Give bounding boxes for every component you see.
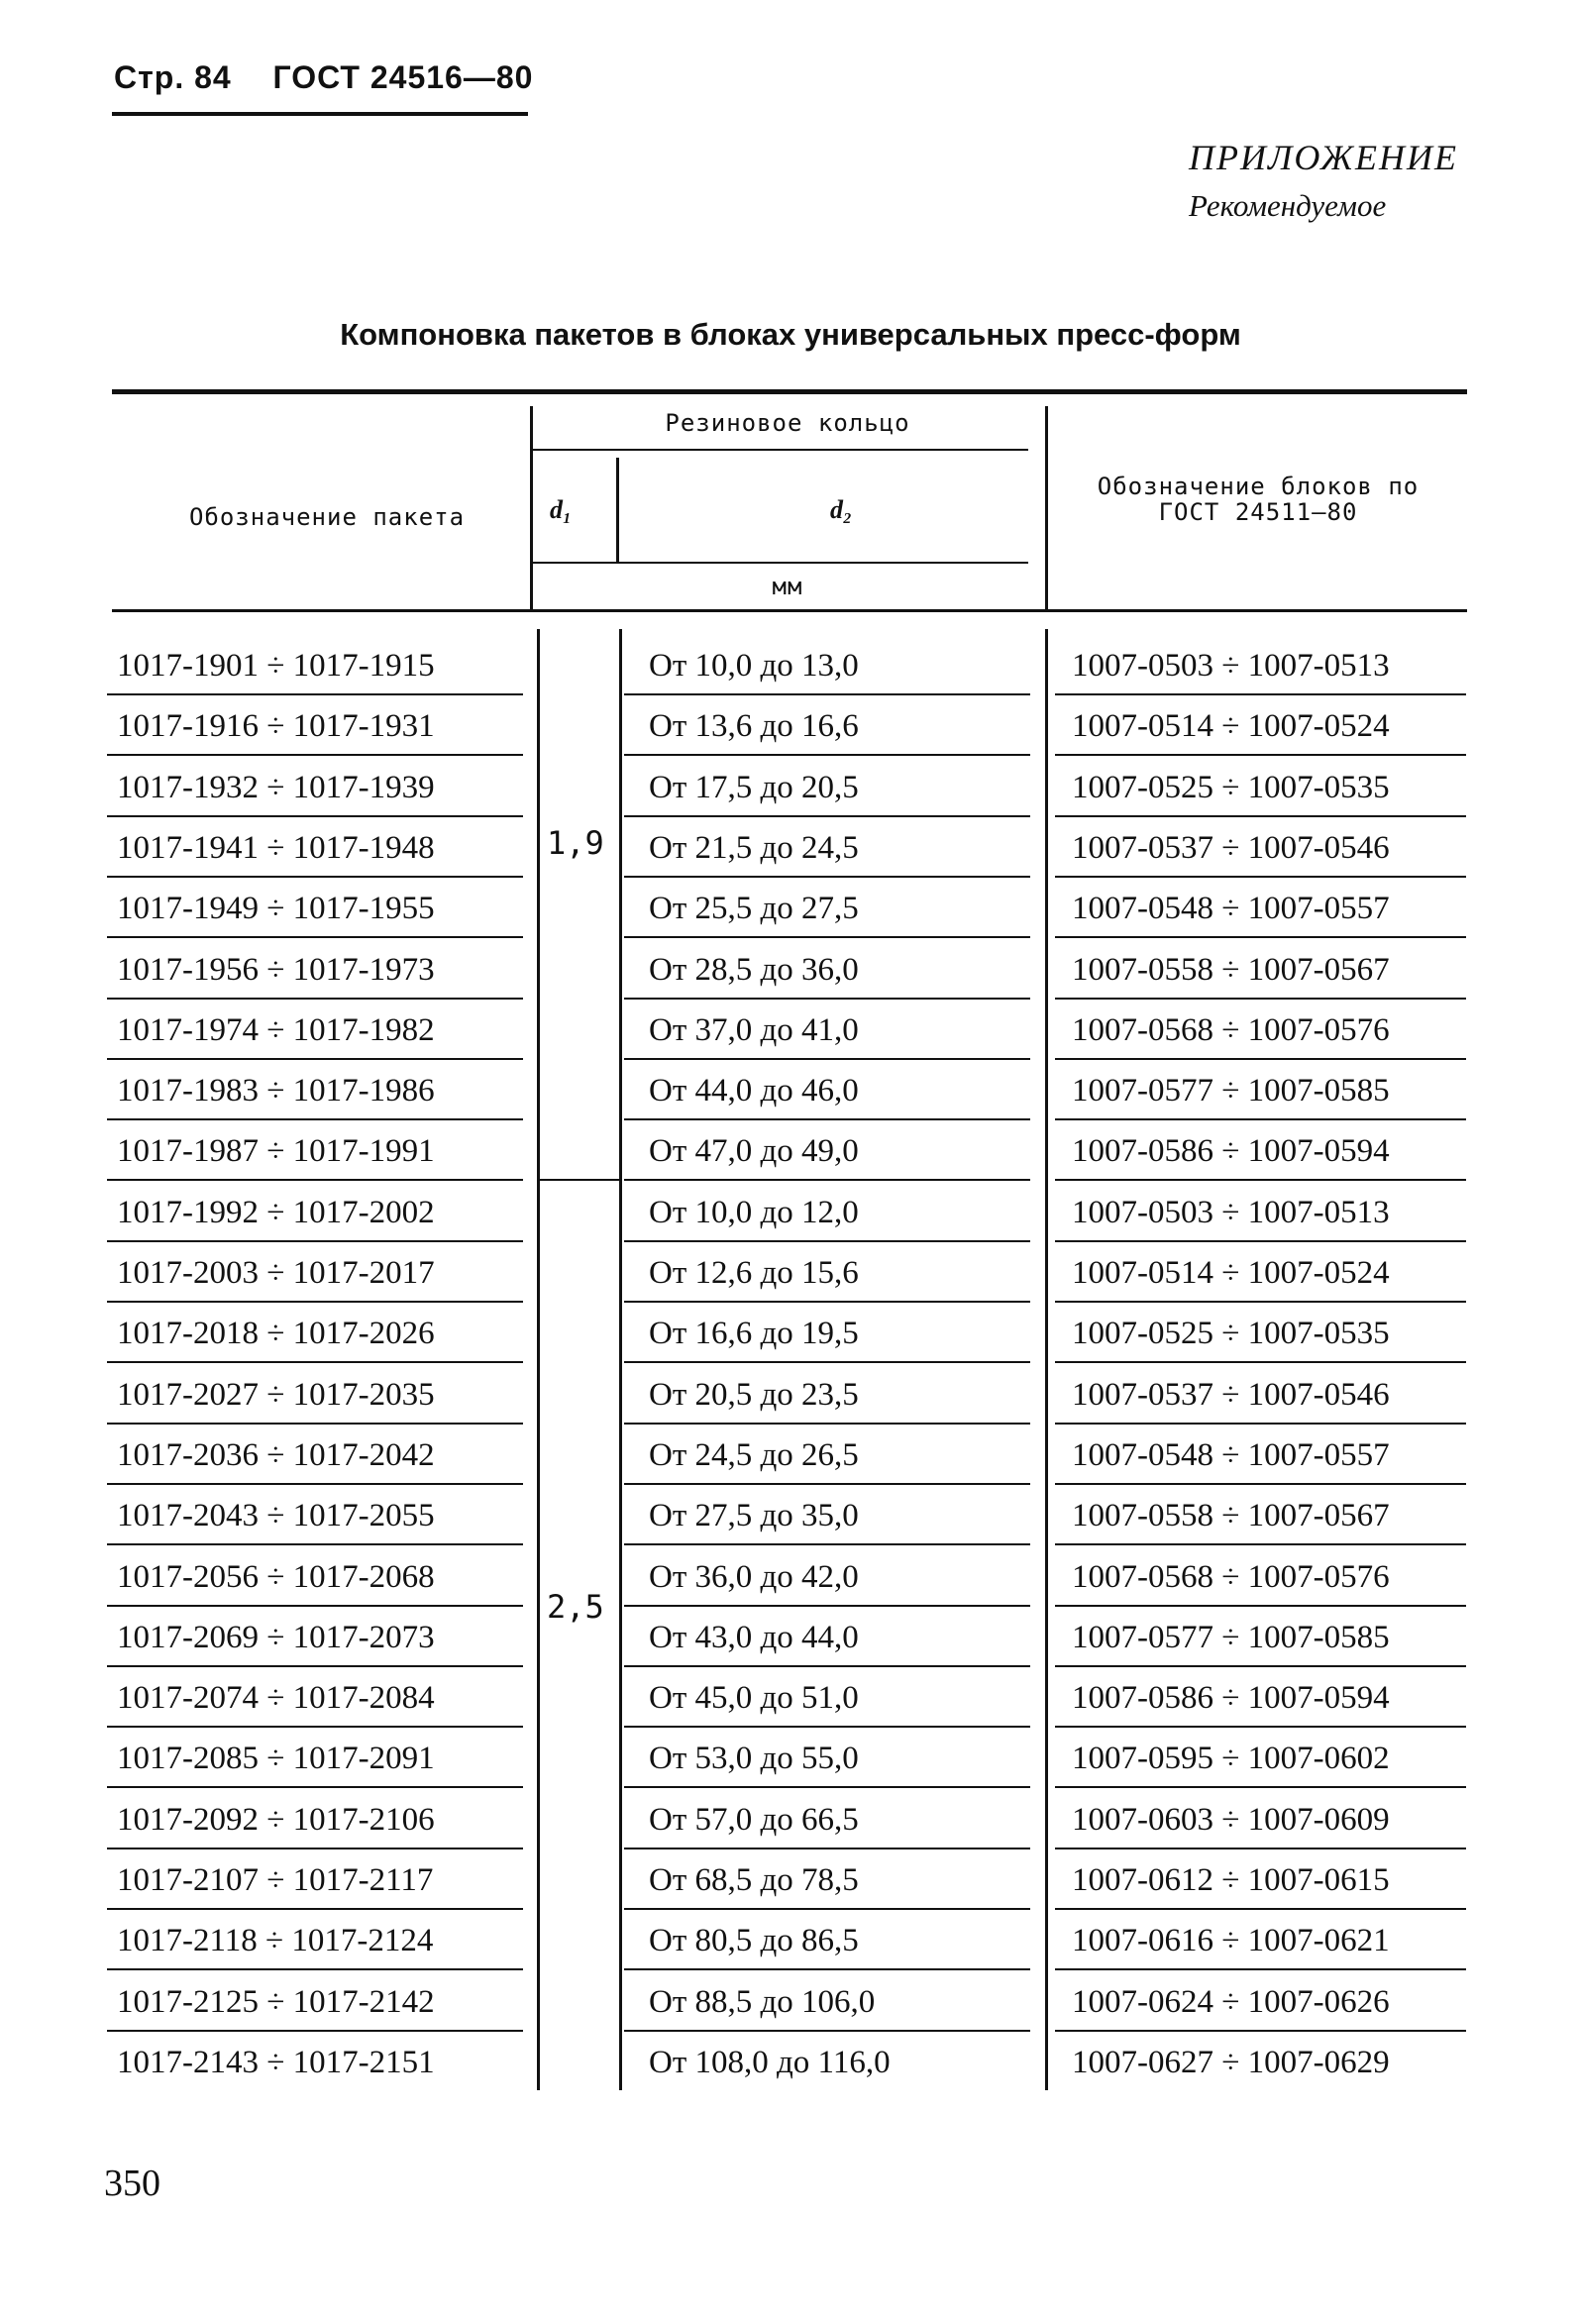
row-rule	[624, 1665, 1030, 1667]
d1-group-2: 2,5	[547, 1588, 604, 1626]
row-d2-range: От 16,6 до 19,5	[649, 1316, 859, 1351]
row-d2-range: От 21,5 до 24,5	[649, 830, 859, 866]
page-reference: Стр. 84	[114, 59, 232, 95]
row-rule	[1055, 1301, 1466, 1303]
row-d2-range: От 47,0 до 49,0	[649, 1133, 859, 1169]
standard-designation: ГОСТ 24516—80	[272, 59, 534, 95]
row-package: 1017-2018 ÷ 1017-2026	[117, 1316, 435, 1351]
row-blocks: 1007-0537 ÷ 1007-0546	[1072, 1377, 1390, 1413]
row-rule	[107, 1605, 523, 1607]
row-blocks: 1007-0514 ÷ 1007-0524	[1072, 708, 1390, 744]
row-d2-range: От 25,5 до 27,5	[649, 891, 859, 926]
row-rule	[107, 1908, 523, 1910]
row-blocks: 1007-0525 ÷ 1007-0535	[1072, 770, 1390, 805]
row-rule	[107, 815, 523, 817]
row-rule	[107, 1665, 523, 1667]
row-blocks: 1007-0503 ÷ 1007-0513	[1072, 648, 1390, 684]
row-rule	[624, 2030, 1030, 2032]
header-unit: мм	[772, 573, 803, 600]
row-package: 1017-1916 ÷ 1017-1931	[117, 708, 435, 744]
row-rule	[1055, 815, 1466, 817]
row-rule	[1055, 936, 1466, 938]
d1-group-separator	[540, 1179, 619, 1181]
row-rule	[1055, 876, 1466, 878]
row-d2-range: От 24,5 до 26,5	[649, 1437, 859, 1473]
row-rule	[1055, 1179, 1466, 1181]
row-d2-range: От 36,0 до 42,0	[649, 1559, 859, 1595]
row-rule	[624, 1118, 1030, 1120]
ring-header-divider	[530, 406, 533, 609]
row-rule	[1055, 1665, 1466, 1667]
row-rule	[624, 693, 1030, 695]
row-rule	[624, 1483, 1030, 1485]
row-rule	[107, 2030, 523, 2032]
row-blocks: 1007-0558 ÷ 1007-0567	[1072, 952, 1390, 988]
row-blocks: 1007-0577 ÷ 1007-0585	[1072, 1620, 1390, 1655]
row-package: 1017-2125 ÷ 1017-2142	[117, 1984, 435, 2020]
row-rule	[1055, 1786, 1466, 1788]
row-blocks: 1007-0558 ÷ 1007-0567	[1072, 1498, 1390, 1533]
row-package: 1017-2085 ÷ 1017-2091	[117, 1741, 435, 1776]
row-package: 1017-2074 ÷ 1017-2084	[117, 1680, 435, 1716]
row-blocks: 1007-0503 ÷ 1007-0513	[1072, 1195, 1390, 1230]
row-package: 1017-1987 ÷ 1017-1991	[117, 1133, 435, 1169]
d1-group-1: 1,9	[547, 824, 604, 862]
row-rule	[107, 876, 523, 878]
row-rule	[1055, 1483, 1466, 1485]
row-blocks: 1007-0624 ÷ 1007-0626	[1072, 1984, 1390, 2020]
row-rule	[624, 754, 1030, 756]
row-rule	[107, 1483, 523, 1485]
row-rule	[107, 1240, 523, 1242]
row-package: 1017-2092 ÷ 1017-2106	[117, 1802, 435, 1838]
row-rule	[624, 1423, 1030, 1425]
row-rule	[624, 1543, 1030, 1545]
row-rule	[624, 1605, 1030, 1607]
row-rule	[107, 1423, 523, 1425]
row-package: 1017-2107 ÷ 1017-2117	[117, 1862, 434, 1898]
row-blocks: 1007-0525 ÷ 1007-0535	[1072, 1316, 1390, 1351]
row-rule	[1055, 693, 1466, 695]
row-package: 1017-2003 ÷ 1017-2017	[117, 1255, 435, 1291]
row-rule	[1055, 1968, 1466, 1970]
row-rule	[624, 1179, 1030, 1181]
row-rule	[624, 998, 1030, 1000]
row-d2-range: От 43,0 до 44,0	[649, 1620, 859, 1655]
row-d2-range: От 88,5 до 106,0	[649, 1984, 876, 2020]
unit-subrule	[533, 562, 1028, 564]
row-package: 1017-1941 ÷ 1017-1948	[117, 830, 435, 866]
row-rule	[624, 1058, 1030, 1060]
row-blocks: 1007-0548 ÷ 1007-0557	[1072, 1437, 1390, 1473]
row-blocks: 1007-0586 ÷ 1007-0594	[1072, 1680, 1390, 1716]
row-package: 1017-2056 ÷ 1017-2068	[117, 1559, 435, 1595]
row-rule	[624, 936, 1030, 938]
row-rule	[624, 1361, 1030, 1363]
row-d2-range: От 45,0 до 51,0	[649, 1680, 859, 1716]
row-rule	[107, 693, 523, 695]
row-d2-range: От 44,0 до 46,0	[649, 1073, 859, 1109]
row-rule	[107, 1301, 523, 1303]
row-package: 1017-2043 ÷ 1017-2055	[117, 1498, 435, 1533]
row-d2-range: От 28,5 до 36,0	[649, 952, 859, 988]
body-divider-d1-right	[619, 629, 622, 2090]
row-rule	[1055, 998, 1466, 1000]
row-blocks: 1007-0568 ÷ 1007-0576	[1072, 1559, 1390, 1595]
body-divider-d1-left	[537, 629, 540, 2090]
row-d2-range: От 37,0 до 41,0	[649, 1012, 859, 1048]
row-d2-range: От 80,5 до 86,5	[649, 1923, 859, 1958]
row-d2-range: От 17,5 до 20,5	[649, 770, 859, 805]
row-rule	[107, 936, 523, 938]
table-top-rule	[112, 389, 1467, 394]
page-number: 350	[104, 2163, 160, 2204]
row-rule	[1055, 1240, 1466, 1242]
row-rule	[107, 1543, 523, 1545]
row-rule	[107, 1786, 523, 1788]
row-blocks: 1007-0514 ÷ 1007-0524	[1072, 1255, 1390, 1291]
row-rule	[107, 1058, 523, 1060]
body-divider-blocks	[1045, 629, 1048, 2090]
row-d2-range: От 53,0 до 55,0	[649, 1741, 859, 1776]
row-package: 1017-2118 ÷ 1017-2124	[117, 1923, 434, 1958]
row-blocks: 1007-0595 ÷ 1007-0602	[1072, 1741, 1390, 1776]
row-package: 1017-2036 ÷ 1017-2042	[117, 1437, 435, 1473]
row-rule	[107, 1361, 523, 1363]
row-rule	[1055, 1118, 1466, 1120]
row-rule	[624, 1848, 1030, 1849]
header-bottom-rule	[112, 609, 1467, 612]
row-rule	[107, 1118, 523, 1120]
row-rule	[107, 1848, 523, 1849]
row-rule	[107, 1726, 523, 1728]
header-rubber-ring: Резиновое кольцо	[665, 409, 910, 437]
row-d2-range: От 12,6 до 15,6	[649, 1255, 859, 1291]
row-blocks: 1007-0603 ÷ 1007-0609	[1072, 1802, 1390, 1838]
row-rule	[624, 1786, 1030, 1788]
row-rule	[624, 815, 1030, 817]
row-d2-range: От 10,0 до 13,0	[649, 648, 859, 684]
row-blocks: 1007-0612 ÷ 1007-0615	[1072, 1862, 1390, 1898]
row-rule	[1055, 1908, 1466, 1910]
row-package: 1017-1901 ÷ 1017-1915	[117, 648, 435, 684]
row-rule	[1055, 1361, 1466, 1363]
ring-subrule	[533, 449, 1028, 451]
row-rule	[1055, 754, 1466, 756]
header-d1: d₁	[550, 495, 573, 524]
row-rule	[624, 876, 1030, 878]
row-blocks: 1007-0586 ÷ 1007-0594	[1072, 1133, 1390, 1169]
row-d2-range: От 20,5 до 23,5	[649, 1377, 859, 1413]
row-blocks: 1007-0548 ÷ 1007-0557	[1072, 891, 1390, 926]
row-rule	[624, 1240, 1030, 1242]
row-rule	[1055, 1848, 1466, 1849]
row-package: 1017-1983 ÷ 1017-1986	[117, 1073, 435, 1109]
header-d2: d₂	[830, 495, 853, 524]
row-rule	[624, 1908, 1030, 1910]
row-package: 1017-1992 ÷ 1017-2002	[117, 1195, 435, 1230]
row-blocks: 1007-0577 ÷ 1007-0585	[1072, 1073, 1390, 1109]
row-d2-range: От 10,0 до 12,0	[649, 1195, 859, 1230]
row-rule	[107, 1179, 523, 1181]
row-rule	[1055, 2030, 1466, 2032]
row-package: 1017-1974 ÷ 1017-1982	[117, 1012, 435, 1048]
d1-d2-divider	[616, 458, 619, 562]
row-rule	[624, 1301, 1030, 1303]
row-rule	[107, 754, 523, 756]
row-blocks: 1007-0616 ÷ 1007-0621	[1072, 1923, 1390, 1958]
row-rule	[1055, 1605, 1466, 1607]
row-blocks: 1007-0568 ÷ 1007-0576	[1072, 1012, 1390, 1048]
appendix-title: ПРИЛОЖЕНИЕ	[1189, 138, 1458, 177]
row-rule	[107, 1968, 523, 1970]
row-rule	[1055, 1726, 1466, 1728]
table-title: Компоновка пакетов в блоках универсальных пресс-форм	[340, 317, 1241, 352]
row-rule	[1055, 1423, 1466, 1425]
header-blocks: Обозначение блоков по ГОСТ 24511—80	[1097, 473, 1420, 526]
row-rule	[1055, 1058, 1466, 1060]
row-d2-range: От 27,5 до 35,0	[649, 1498, 859, 1533]
row-rule	[1055, 1543, 1466, 1545]
row-package: 1017-1949 ÷ 1017-1955	[117, 891, 435, 926]
row-rule	[624, 1726, 1030, 1728]
row-package: 1017-2069 ÷ 1017-2073	[117, 1620, 435, 1655]
header-package: Обозначение пакета	[188, 503, 466, 531]
row-rule	[624, 1968, 1030, 1970]
row-d2-range: От 68,5 до 78,5	[649, 1862, 859, 1898]
row-package: 1017-1956 ÷ 1017-1973	[117, 952, 435, 988]
appendix-subtitle: Рекомендуемое	[1189, 188, 1387, 223]
row-blocks: 1007-0537 ÷ 1007-0546	[1072, 830, 1390, 866]
header-rule	[112, 112, 528, 116]
row-package: 1017-1932 ÷ 1017-1939	[117, 770, 435, 805]
row-package: 1017-2143 ÷ 1017-2151	[117, 2045, 435, 2080]
row-package: 1017-2027 ÷ 1017-2035	[117, 1377, 435, 1413]
blocks-header-divider	[1045, 406, 1048, 609]
row-blocks: 1007-0627 ÷ 1007-0629	[1072, 2045, 1390, 2080]
row-d2-range: От 108,0 до 116,0	[649, 2045, 891, 2080]
running-header	[114, 59, 533, 96]
row-rule	[107, 998, 523, 1000]
row-d2-range: От 13,6 до 16,6	[649, 708, 859, 744]
row-d2-range: От 57,0 до 66,5	[649, 1802, 859, 1838]
